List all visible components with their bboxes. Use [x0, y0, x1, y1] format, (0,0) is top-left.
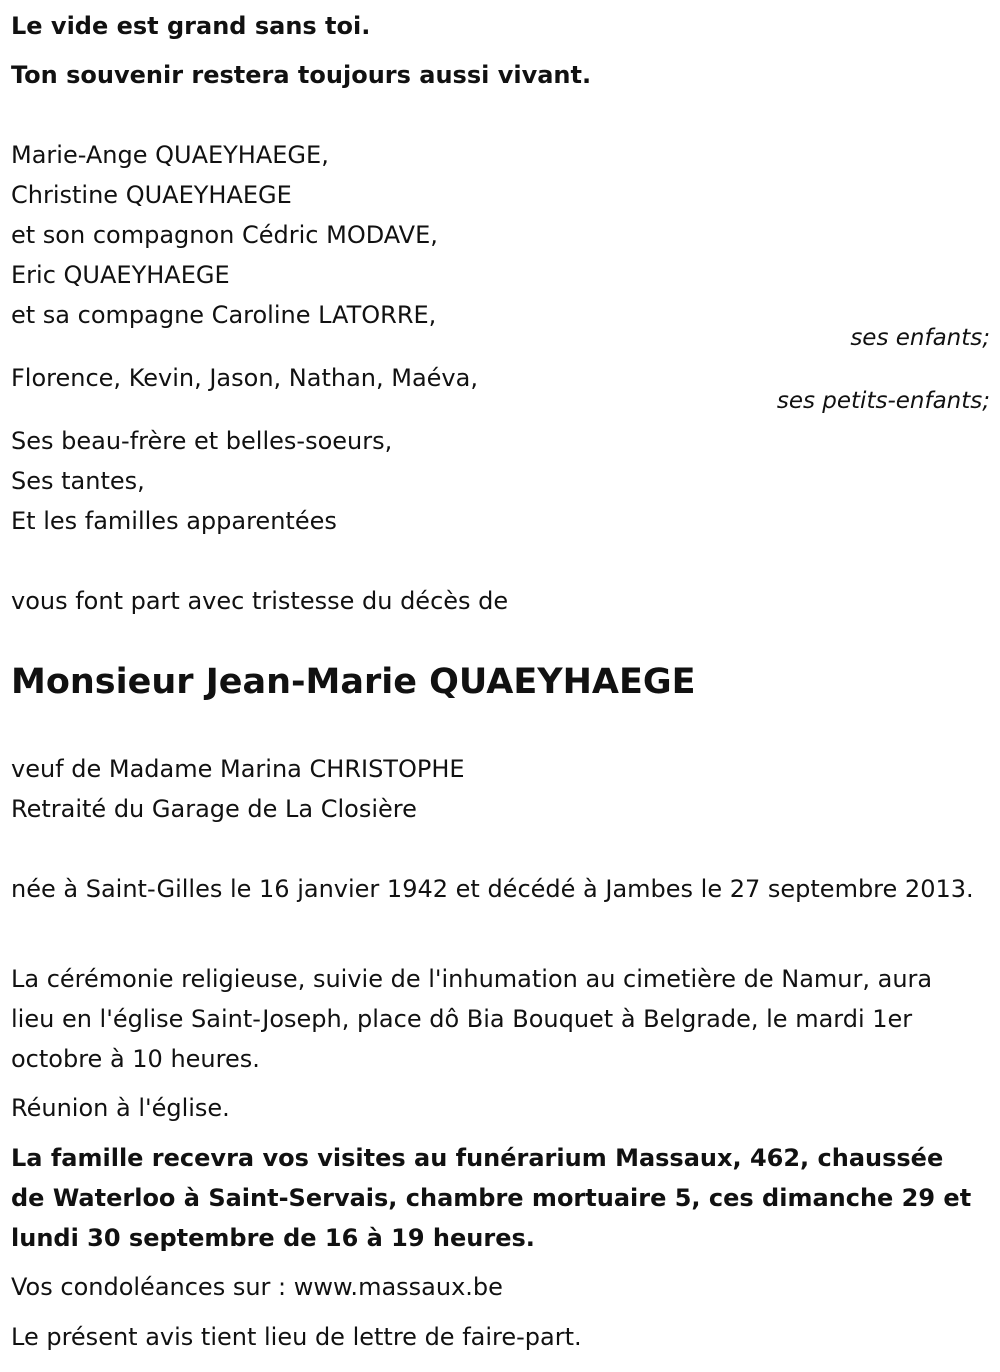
announcement: vous font part avec tristesse du décès de: [11, 587, 509, 615]
other-family-line-2: Ses tantes,: [11, 467, 145, 495]
birth-death-paragraph: née à Saint-Gilles le 16 janvier 1942 et décédé à Jambes le 27 septembre 2013.: [11, 875, 974, 903]
meeting-paragraph: Réunion à l'église.: [11, 1094, 230, 1122]
child-line-3: et son compagnon Cédric MODAVE,: [11, 221, 438, 249]
child-line-1: Marie-Ange QUAEYHAEGE,: [11, 141, 329, 169]
grandchildren-line: Florence, Kevin, Jason, Nathan, Maéva,: [11, 364, 478, 392]
deceased-detail-1: veuf de Madame Marina CHRISTOPHE: [11, 755, 465, 783]
visits-paragraph: La famille recevra vos visites au funérarium Massaux, 462, chaussée de Waterloo à Saint-Servais, chambre mortuaire 5, ces dimanche 29 et lundi 30 septembre de 16 à 19 heures.: [11, 1144, 972, 1252]
other-family-line-1: Ses beau-frère et belles-soeurs,: [11, 427, 393, 455]
ceremony-paragraph: La cérémonie religieuse, suivie de l'inhumation au cimetière de Namur, aura lieu en l'église Saint-Joseph, place dô Bia Bouquet à Belgrade, le mardi 1er octobre à 10 heures.: [11, 965, 933, 1073]
grandchildren-role: ses petits-enfants;: [776, 388, 990, 414]
header-line-1: Le vide est grand sans toi.: [11, 12, 371, 40]
child-line-2: Christine QUAEYHAEGE: [11, 181, 292, 209]
child-line-5: et sa compagne Caroline LATORRE,: [11, 301, 437, 329]
deceased-name: Monsieur Jean-Marie QUAEYHAEGE: [11, 662, 696, 702]
child-line-4: Eric QUAEYHAEGE: [11, 261, 230, 289]
deceased-detail-2: Retraité du Garage de La Closière: [11, 795, 417, 823]
other-family-line-3: Et les familles apparentées: [11, 507, 337, 535]
notice-line: Le présent avis tient lieu de lettre de faire-part.: [11, 1323, 582, 1351]
condolences-line: Vos condoléances sur : www.massaux.be: [11, 1273, 503, 1301]
header-line-2: Ton souvenir restera toujours aussi vivant.: [11, 61, 592, 89]
children-role: ses enfants;: [850, 325, 990, 351]
